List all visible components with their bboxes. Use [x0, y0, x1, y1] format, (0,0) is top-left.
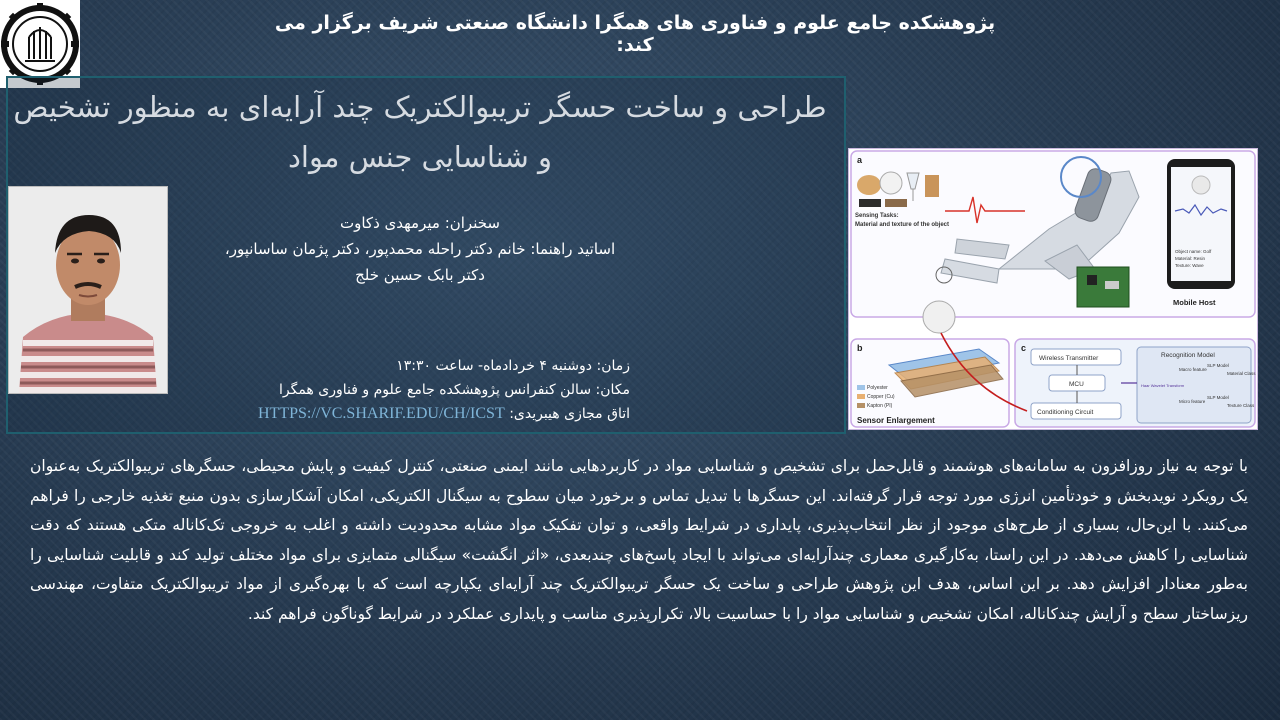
sharif-logo-icon [1, 1, 79, 87]
wireless-transmitter: Wireless Transmitter [1039, 355, 1099, 362]
speaker-name: سخنران: میرمهدی ذکاوت [340, 214, 500, 232]
organizer-announcement: پژوهشکده جامع علوم و فناوری های همگرا دانشگاه صنعتی شریف برگزار می کند: [274, 12, 996, 56]
circuit-board [1077, 267, 1129, 307]
texture-class: Texture Class [1227, 403, 1255, 408]
room-link[interactable]: HTTPS://VC.SHARIF.EDU/CH/ICST [257, 405, 505, 422]
layer-kapton: Kapton (PI) [867, 403, 893, 409]
speaker-photo [8, 186, 168, 394]
mcu-block: MCU [1069, 381, 1084, 388]
conditioning-circuit: Conditioning Circuit [1037, 409, 1094, 416]
room-label: اتاق مجازی هیبریدی: [509, 406, 630, 422]
recognition-model: Recognition Model [1161, 352, 1215, 359]
mobile-host-label: Mobile Host [1173, 298, 1216, 307]
layer-copper: Copper (Cu) [867, 394, 895, 400]
event-info [150, 354, 630, 426]
advisors-line-2: دکتر بابک حسین خلج [355, 266, 485, 284]
panel-c-label: c [1021, 343, 1027, 353]
sensing-tasks-title: Sensing Tasks: [855, 213, 899, 219]
event-room [150, 402, 630, 426]
material-class: Material Class [1227, 371, 1256, 376]
phone-object: Object name: Golf [1175, 249, 1212, 254]
sensor-system-diagram [849, 149, 1257, 429]
advisors-line-1: اساتید راهنما: خانم دکتر راحله محمدپور، دکتر پژمان ساسانپور، [224, 240, 616, 258]
panel-b-label: b [857, 343, 863, 353]
university-logo [0, 0, 80, 88]
processing-blocks [1031, 347, 1256, 423]
layer-polyester: Polyester [867, 385, 888, 391]
event-place: مکان: سالن کنفرانس پژوهشکده جامع علوم و فناوری همگرا [278, 382, 630, 398]
abstract-text: با توجه به نیاز روزافزون به سامانه‌های هوشمند و قابل‌حمل برای تشخیص و شناسایی مواد در کاربردهایی مانند ایمنی صنعتی، کنترل کیفیت و پایش محیطی، حسگرهای تریبوالکتریک به‌عنوان یک رویکرد نویدبخش و خودتأمین انرژی مورد توجه قرار گرفته‌اند. این حسگرها با تبدیل تماس و برخورد میان سطوح به سیگنال الکتریکی، امکان آشکارسازی بدون منبع تغذیه خارجی را فراهم می‌کنند. با این‌حال، بسیاری از طرح‌های موجود از نظر انتخاب‌پذیری، پایداری در شرایط واقعی، و توان تفکیک مواد مشابه محدودیت داشته و اغلب به خروجی تک‌کاناله متکی هستند که دقت شناسایی را کاهش می‌دهد. در این راستا، به‌کارگیری معماری چندآرایه‌ای می‌تواند با ایجاد پاسخ‌های چندبعدی، «اثر انگشت» سیگنالی متمایزی برای مواد مختلف تولید کند و قابلیت شناسایی را به‌طور معنادار افزایش دهد. بر این اساس، هدف این پژوهش طراحی و ساخت یک حسگر تریبوالکتریک چند آرایه‌ای یکپارچه است که با بهره‌گیری از مواد تریبوالکتریک متفاوت، مهندسی ریزساختار سطح و آرایش چندکاناله، امکان تشخیص و شناسایی مواد را با حساسیت بالا، تکرارپذیری مناسب و پایداری عملکرد در شرایط گوناگون فراهم کند. [30, 457, 1248, 623]
wavelet-transform: Haar Wavelet Transform [1141, 383, 1185, 388]
panel-a-label: a [857, 155, 863, 165]
research-figure [848, 148, 1258, 430]
sensor-enlargement-label: Sensor Enlargement [857, 416, 935, 425]
slp-model-2: SLP Model [1207, 395, 1229, 400]
slp-model-1: SLP Model [1207, 363, 1229, 368]
phone-material: Material: Resin [1175, 256, 1206, 261]
seminar-title: طراحی و ساخت حسگر تریبوالکتریک چند آرایه‌ای به منظور تشخیص و شناسایی جنس مواد [13, 90, 827, 174]
macro-feature: Macro feature [1179, 367, 1207, 372]
sensing-tasks-desc: Material and texture of the object [855, 222, 950, 228]
mobile-phone [1167, 159, 1235, 289]
speaker-info [180, 210, 660, 288]
event-time: زمان: دوشنبه ۴ خردادماه- ساعت ۱۳:۳۰ [396, 358, 630, 374]
micro-feature: Micro feature [1179, 399, 1206, 404]
phone-texture: Texture: Wave [1175, 263, 1204, 268]
